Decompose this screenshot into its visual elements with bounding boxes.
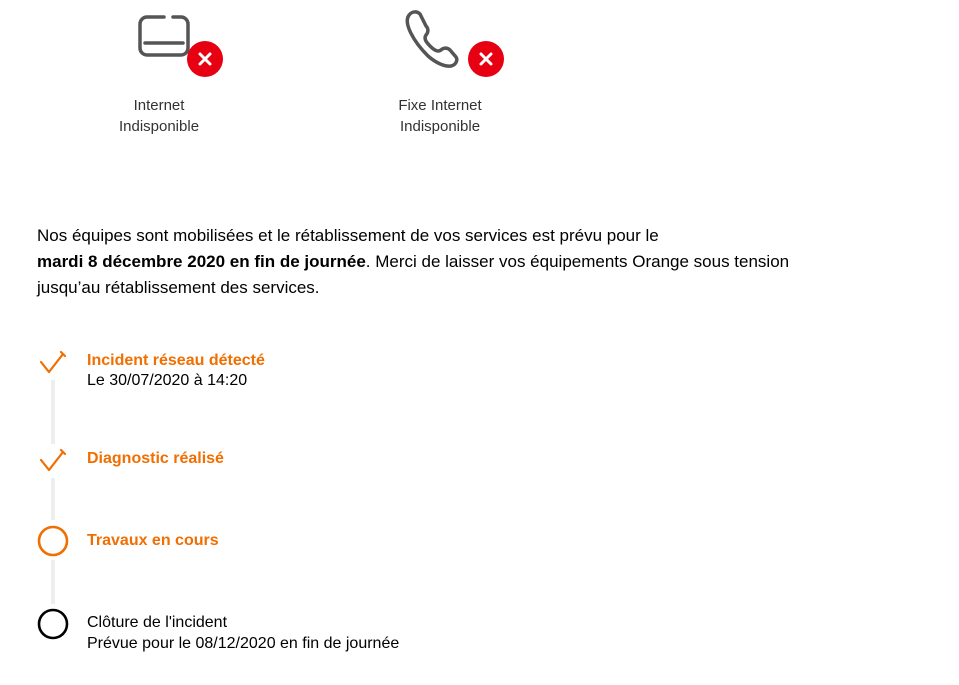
circle-icon [37,525,69,557]
message-line-3: jusqu’au rétablissement des services. [37,278,320,297]
service-status: Indisponible [118,118,200,135]
message-line-2 [37,249,917,275]
service-internet-label [59,95,259,137]
service-fixe-label [340,95,540,137]
check-icon [37,446,69,478]
service-name: Internet [133,97,185,114]
step-title: Travaux en cours [87,532,219,549]
step-subtitle: Le 30/07/2020 à 14:20 [87,372,248,389]
check-icon [37,348,69,380]
timeline-connector [51,560,55,604]
step-subtitle: Prévue pour le 08/12/2020 en fin de journée [87,635,400,652]
step-title: Incident réseau détecté [87,352,265,369]
service-fixe-icon-group [390,0,490,80]
error-x-icon [468,41,504,77]
service-internet [59,0,259,137]
step-title: Clôture de l'incident [87,614,228,631]
service-name: Fixe Internet [398,97,482,114]
message-line-2-rest: . Merci de laisser vos équipements Orange sous tension [365,252,790,271]
timeline-connector [51,478,55,520]
message-line-1: Nos équipes sont mobilisées et le rétablissement de vos services est prévu pour le [37,226,659,245]
error-x-icon [187,41,223,77]
circle-icon [37,608,69,640]
step-title: Diagnostic réalisé [87,450,224,467]
service-internet-icon-group [109,0,209,80]
restoration-date: mardi 8 décembre 2020 en fin de journée [37,252,366,271]
timeline-connector [51,380,55,444]
service-status: Indisponible [399,118,481,135]
restoration-message [37,223,917,301]
service-fixe-internet [340,0,540,137]
